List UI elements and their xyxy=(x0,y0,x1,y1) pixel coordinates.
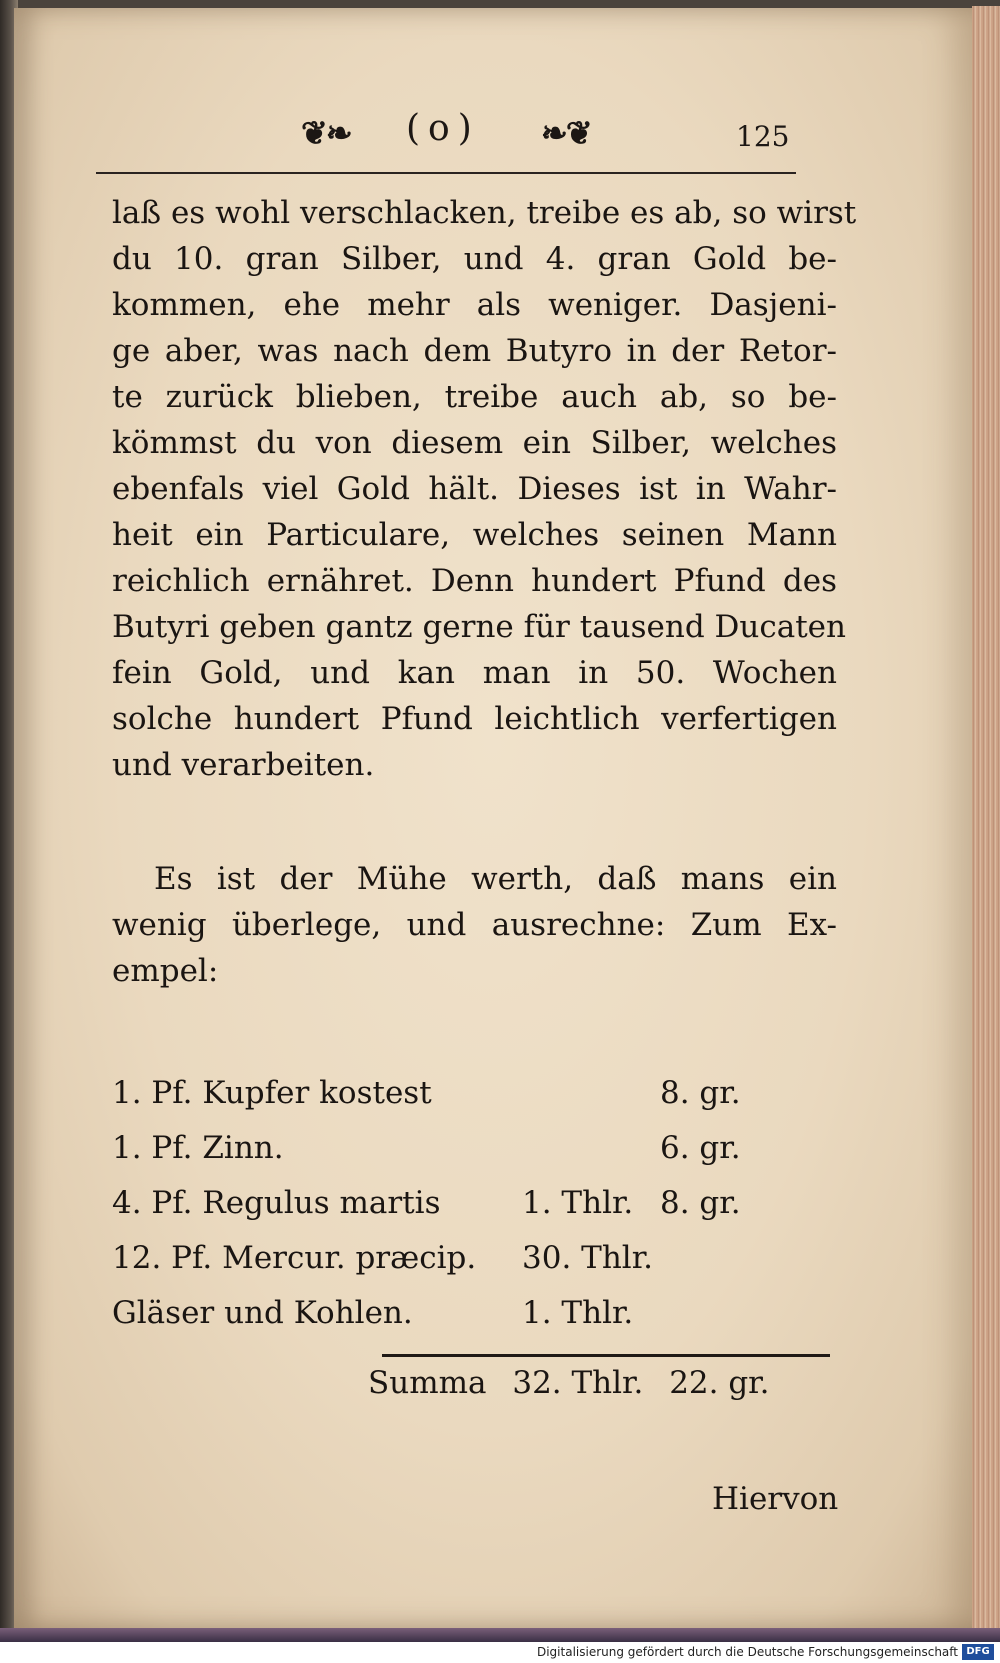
sum-rule xyxy=(382,1354,830,1357)
ledger-row xyxy=(112,1130,832,1185)
text-line: te zurück blieben, treibe auch ab, so be- xyxy=(112,379,837,415)
ledger-row xyxy=(112,1075,832,1130)
text-line: fein Gold, und kan man in 50. Wochen xyxy=(112,655,837,691)
footer-credit: Digitalisierung gefördert durch die Deutsche Forschungsgemeinschaft xyxy=(536,1645,958,1659)
text-line: empel: xyxy=(112,953,219,989)
summa-label: Summa xyxy=(368,1365,487,1401)
text-line: heit ein Particulare, welches seinen Mann xyxy=(112,517,837,553)
text-line: Es ist der Mühe werth, daß mans ein xyxy=(154,861,837,897)
text-line: und verarbeiten. xyxy=(112,747,375,783)
ledger-thlr: 1. Thlr. xyxy=(522,1185,634,1221)
ledger-item: 12. Pf. Mercur. præcip. xyxy=(112,1240,477,1276)
paragraph-1 xyxy=(112,190,857,788)
running-header xyxy=(96,108,806,168)
text-line: laß es wohl verschlacken, treibe es ab, so wirst xyxy=(112,195,857,231)
ornament-left-icon: ❦❧ xyxy=(301,114,351,152)
catchword: Hiervon xyxy=(712,1481,839,1517)
header-rule xyxy=(96,172,796,174)
ledger-row xyxy=(112,1185,832,1240)
text-line: solche hundert Pfund leichtlich verfertigen xyxy=(112,701,837,737)
ledger-gr: 8. gr. xyxy=(660,1185,741,1221)
summa-thlr: 32. Thlr. xyxy=(512,1365,644,1401)
page-edges xyxy=(972,6,1000,1632)
text-line: wenig überlege, und ausrechne: Zum Ex- xyxy=(112,907,837,943)
ledger-item: 1. Pf. Zinn. xyxy=(112,1130,284,1166)
summa-row xyxy=(368,1365,785,1401)
ledger-item: 4. Pf. Regulus martis xyxy=(112,1185,441,1221)
ledger-gr: 8. gr. xyxy=(660,1075,741,1111)
summa-gr: 22. gr. xyxy=(669,1365,770,1401)
dfg-logo-icon: DFG xyxy=(962,1644,994,1660)
text-line: Butyri geben gantz gerne für tausend Ducaten xyxy=(112,609,846,645)
bottom-edge xyxy=(0,1628,1000,1642)
text-line: kömmst du von diesem ein Silber, welches xyxy=(112,425,837,461)
text-line: kommen, ehe mehr als weniger. Dasjeni- xyxy=(112,287,837,323)
ledger-item: Gläser und Kohlen. xyxy=(112,1295,413,1331)
ledger-row xyxy=(112,1295,832,1350)
ledger-item: 1. Pf. Kupfer kostest xyxy=(112,1075,432,1111)
header-mark: (o) xyxy=(406,108,480,149)
text-line: ebenfals viel Gold hält. Dieses ist in Wahr- xyxy=(112,471,837,507)
ledger-thlr: 1. Thlr. xyxy=(522,1295,634,1331)
ledger-row xyxy=(112,1240,832,1295)
ornament-right-icon: ❧❦ xyxy=(541,114,591,152)
text-line: reichlich ernähret. Denn hundert Pfund des xyxy=(112,563,837,599)
text-line: ge aber, was nach dem Butyro in der Retor- xyxy=(112,333,837,369)
cost-ledger xyxy=(112,1075,832,1350)
ledger-gr: 6. gr. xyxy=(660,1130,741,1166)
text-line: du 10. gran Silber, und 4. gran Gold be- xyxy=(112,241,837,277)
paragraph-2 xyxy=(112,856,837,994)
page-number: 125 xyxy=(736,120,790,153)
ledger-thlr: 30. Thlr. xyxy=(522,1240,653,1276)
